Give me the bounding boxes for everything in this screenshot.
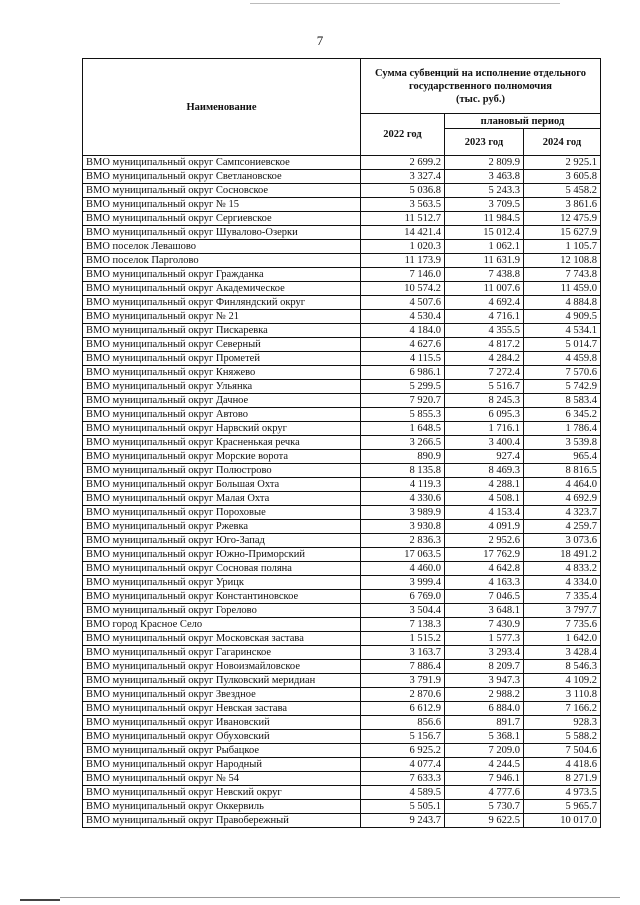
table-row [83,618,601,632]
table-row [83,702,601,716]
row-name: ВМО муниципальный округ Сосновая поляна [83,562,361,576]
table-row [83,170,601,184]
row-value-2024: 18 491.2 [524,548,601,562]
row-value-2022: 9 243.7 [361,814,445,828]
row-name: ВМО муниципальный округ Академическое [83,282,361,296]
table-row [83,786,601,800]
row-name: ВМО муниципальный округ Финляндский округ [83,296,361,310]
row-value-2023: 8 245.3 [445,394,524,408]
row-name: ВМО муниципальный округ Автово [83,408,361,422]
table-row [83,310,601,324]
row-value-2023: 4 716.1 [445,310,524,324]
row-value-2023: 7 272.4 [445,366,524,380]
table-row [83,450,601,464]
table-row [83,730,601,744]
row-value-2024: 8 271.9 [524,772,601,786]
row-value-2022: 7 920.7 [361,394,445,408]
row-value-2024: 3 797.7 [524,604,601,618]
table-row [83,800,601,814]
row-value-2022: 17 063.5 [361,548,445,562]
row-name: ВМО муниципальный округ Дачное [83,394,361,408]
row-value-2024: 1 642.0 [524,632,601,646]
row-name: ВМО муниципальный округ Пискаревка [83,324,361,338]
row-name: ВМО муниципальный округ Невская застава [83,702,361,716]
row-value-2024: 4 259.7 [524,520,601,534]
table-row [83,758,601,772]
row-value-2024: 2 925.1 [524,156,601,170]
row-value-2022: 6 612.9 [361,702,445,716]
row-value-2023: 927.4 [445,450,524,464]
row-value-2024: 4 334.0 [524,576,601,590]
row-value-2024: 5 014.7 [524,338,601,352]
table-row [83,562,601,576]
row-value-2024: 965.4 [524,450,601,464]
row-value-2024: 3 539.8 [524,436,601,450]
table-row [83,716,601,730]
row-value-2022: 3 999.4 [361,576,445,590]
table-row [83,408,601,422]
row-value-2023: 2 988.2 [445,688,524,702]
row-value-2023: 17 762.9 [445,548,524,562]
row-name: ВМО муниципальный округ Оккервиль [83,800,361,814]
row-value-2023: 11 631.9 [445,254,524,268]
row-value-2024: 10 017.0 [524,814,601,828]
row-value-2022: 2 699.2 [361,156,445,170]
header-sum-title [361,59,601,114]
row-name: ВМО муниципальный округ Красненькая речка [83,436,361,450]
row-value-2024: 15 627.9 [524,226,601,240]
row-name: ВМО муниципальный округ Большая Охта [83,478,361,492]
row-value-2023: 5 730.7 [445,800,524,814]
table-row [83,772,601,786]
row-value-2022: 2 836.3 [361,534,445,548]
row-value-2022: 4 330.6 [361,492,445,506]
row-value-2022: 8 135.8 [361,464,445,478]
row-value-2022: 5 299.5 [361,380,445,394]
row-value-2024: 3 428.4 [524,646,601,660]
row-name: ВМО муниципальный округ Невский округ [83,786,361,800]
row-value-2024: 3 073.6 [524,534,601,548]
row-value-2023: 11 007.6 [445,282,524,296]
table-row [83,520,601,534]
row-value-2023: 4 153.4 [445,506,524,520]
row-value-2023: 3 648.1 [445,604,524,618]
row-value-2024: 4 323.7 [524,506,601,520]
row-name: ВМО муниципальный округ № 21 [83,310,361,324]
row-value-2023: 7 946.1 [445,772,524,786]
row-name: ВМО муниципальный округ Народный [83,758,361,772]
row-value-2024: 4 464.0 [524,478,601,492]
row-value-2024: 3 861.6 [524,198,601,212]
row-value-2024: 12 108.8 [524,254,601,268]
row-value-2024: 8 546.3 [524,660,601,674]
header-sum-title-text: Сумма субвенций на исполнение отдельного государственного полномочия [375,68,586,92]
row-value-2023: 4 288.1 [445,478,524,492]
row-name: ВМО муниципальный округ Морские ворота [83,450,361,464]
row-value-2023: 8 209.7 [445,660,524,674]
table-row [83,534,601,548]
row-name: ВМО муниципальный округ Полюстрово [83,464,361,478]
row-value-2023: 5 368.1 [445,730,524,744]
row-name: ВМО город Красное Село [83,618,361,632]
row-value-2024: 5 742.9 [524,380,601,394]
row-value-2022: 5 505.1 [361,800,445,814]
row-name: ВМО муниципальный округ Новоизмайловское [83,660,361,674]
row-name: ВМО муниципальный округ Московская застава [83,632,361,646]
table-row [83,660,601,674]
row-value-2022: 3 163.7 [361,646,445,660]
row-value-2024: 4 109.2 [524,674,601,688]
table-row [83,492,601,506]
table-row [83,338,601,352]
table-row [83,268,601,282]
row-name: ВМО поселок Левашово [83,240,361,254]
row-value-2023: 891.7 [445,716,524,730]
row-name: ВМО муниципальный округ Звездное [83,688,361,702]
header-sum-unit: (тыс. руб.) [456,94,505,105]
row-value-2023: 9 622.5 [445,814,524,828]
row-name: ВМО муниципальный округ Малая Охта [83,492,361,506]
table-row [83,352,601,366]
table-row [83,688,601,702]
row-name: ВМО муниципальный округ Горелово [83,604,361,618]
row-value-2022: 4 530.4 [361,310,445,324]
table-row [83,674,601,688]
row-value-2023: 2 809.9 [445,156,524,170]
row-value-2023: 4 777.6 [445,786,524,800]
table-row [83,324,601,338]
row-value-2024: 7 743.8 [524,268,601,282]
row-value-2022: 11 173.9 [361,254,445,268]
row-value-2023: 4 355.5 [445,324,524,338]
row-name: ВМО муниципальный округ Пулковский меридиан [83,674,361,688]
row-value-2022: 4 460.0 [361,562,445,576]
row-name: ВМО муниципальный округ Сосновское [83,184,361,198]
row-name: ВМО муниципальный округ Сампсониевское [83,156,361,170]
row-value-2024: 4 884.8 [524,296,601,310]
row-value-2023: 5 243.3 [445,184,524,198]
row-value-2022: 3 563.5 [361,198,445,212]
row-value-2024: 5 965.7 [524,800,601,814]
table-row [83,254,601,268]
row-value-2022: 10 574.2 [361,282,445,296]
row-name: ВМО муниципальный округ Пороховые [83,506,361,520]
row-value-2022: 4 077.4 [361,758,445,772]
row-value-2022: 6 769.0 [361,590,445,604]
row-value-2022: 7 138.3 [361,618,445,632]
row-value-2023: 4 817.2 [445,338,524,352]
row-value-2023: 3 463.8 [445,170,524,184]
row-value-2023: 4 091.9 [445,520,524,534]
row-value-2022: 4 507.6 [361,296,445,310]
row-value-2022: 856.6 [361,716,445,730]
row-value-2022: 4 115.5 [361,352,445,366]
table-row [83,212,601,226]
table-row [83,576,601,590]
row-value-2024: 7 735.6 [524,618,601,632]
row-value-2024: 7 504.6 [524,744,601,758]
table-row [83,548,601,562]
row-value-2022: 3 989.9 [361,506,445,520]
row-name: ВМО муниципальный округ Обуховский [83,730,361,744]
row-value-2022: 3 930.8 [361,520,445,534]
row-name: ВМО муниципальный округ Шувалово-Озерки [83,226,361,240]
row-value-2023: 4 284.2 [445,352,524,366]
row-name: ВМО муниципальный округ Правобережный [83,814,361,828]
row-value-2023: 15 012.4 [445,226,524,240]
table-row [83,478,601,492]
row-name: ВМО муниципальный округ Константиновское [83,590,361,604]
row-value-2022: 1 515.2 [361,632,445,646]
table-row [83,282,601,296]
row-value-2024: 4 534.1 [524,324,601,338]
row-value-2023: 3 293.4 [445,646,524,660]
row-value-2024: 8 583.4 [524,394,601,408]
row-name: ВМО муниципальный округ Южно-Приморский [83,548,361,562]
row-value-2024: 4 692.9 [524,492,601,506]
row-value-2022: 3 504.4 [361,604,445,618]
row-value-2023: 7 209.0 [445,744,524,758]
row-value-2023: 2 952.6 [445,534,524,548]
row-name: ВМО муниципальный округ Ржевка [83,520,361,534]
header-year-2022: 2022 год [361,114,445,156]
row-value-2024: 5 588.2 [524,730,601,744]
row-value-2023: 4 508.1 [445,492,524,506]
row-value-2023: 7 430.9 [445,618,524,632]
row-name: ВМО муниципальный округ Гражданка [83,268,361,282]
row-name: ВМО муниципальный округ Гагаринское [83,646,361,660]
row-value-2022: 14 421.4 [361,226,445,240]
row-value-2024: 7 335.4 [524,590,601,604]
table-row [83,184,601,198]
table-row [83,506,601,520]
row-value-2024: 12 475.9 [524,212,601,226]
row-value-2024: 5 458.2 [524,184,601,198]
top-scan-line [250,3,560,4]
table-row [83,632,601,646]
table-row [83,814,601,828]
row-value-2023: 11 984.5 [445,212,524,226]
row-value-2022: 5 036.8 [361,184,445,198]
header-planned-period: плановый период [445,114,601,129]
row-value-2024: 6 345.2 [524,408,601,422]
row-value-2022: 7 146.0 [361,268,445,282]
subsidies-table [82,58,601,828]
row-value-2023: 8 469.3 [445,464,524,478]
row-value-2022: 7 633.3 [361,772,445,786]
bottom-scan-line [60,897,620,898]
page-number: 7 [316,33,324,48]
row-value-2023: 1 577.3 [445,632,524,646]
table-row [83,744,601,758]
header-year-2024: 2024 год [524,129,601,156]
row-name: ВМО муниципальный округ Ульянка [83,380,361,394]
row-value-2023: 1 716.1 [445,422,524,436]
row-name: ВМО муниципальный округ Светлановское [83,170,361,184]
table-row [83,646,601,660]
table-row [83,240,601,254]
table-row [83,464,601,478]
row-value-2024: 3 605.8 [524,170,601,184]
row-value-2022: 4 589.5 [361,786,445,800]
row-name: ВМО муниципальный округ Рыбацкое [83,744,361,758]
row-value-2024: 4 973.5 [524,786,601,800]
table-row [83,394,601,408]
row-value-2022: 5 855.3 [361,408,445,422]
table-row [83,590,601,604]
row-value-2024: 7 166.2 [524,702,601,716]
row-value-2023: 7 438.8 [445,268,524,282]
row-name: ВМО муниципальный округ № 54 [83,772,361,786]
row-name: ВМО муниципальный округ Сергиевское [83,212,361,226]
table-row [83,296,601,310]
row-value-2023: 6 095.3 [445,408,524,422]
row-value-2022: 7 886.4 [361,660,445,674]
row-value-2024: 4 833.2 [524,562,601,576]
table-row [83,604,601,618]
table-row [83,380,601,394]
row-value-2023: 3 400.4 [445,436,524,450]
row-value-2024: 8 816.5 [524,464,601,478]
row-value-2022: 5 156.7 [361,730,445,744]
row-value-2023: 4 163.3 [445,576,524,590]
row-value-2022: 6 986.1 [361,366,445,380]
table-row [83,436,601,450]
row-value-2024: 4 909.5 [524,310,601,324]
row-value-2024: 4 459.8 [524,352,601,366]
row-value-2024: 11 459.0 [524,282,601,296]
table-row [83,366,601,380]
row-value-2023: 4 244.5 [445,758,524,772]
row-value-2024: 1 786.4 [524,422,601,436]
table-row [83,198,601,212]
row-value-2022: 3 266.5 [361,436,445,450]
row-value-2023: 1 062.1 [445,240,524,254]
row-value-2022: 3 327.4 [361,170,445,184]
row-name: ВМО муниципальный округ Северный [83,338,361,352]
row-value-2023: 3 709.5 [445,198,524,212]
row-value-2022: 4 627.6 [361,338,445,352]
row-name: ВМО муниципальный округ Нарвский округ [83,422,361,436]
table-row [83,422,601,436]
table-row [83,156,601,170]
row-name: ВМО муниципальный округ Юго-Запад [83,534,361,548]
row-value-2022: 1 020.3 [361,240,445,254]
row-value-2023: 3 947.3 [445,674,524,688]
row-value-2022: 4 119.3 [361,478,445,492]
row-name: ВМО муниципальный округ Урицк [83,576,361,590]
row-name: ВМО поселок Парголово [83,254,361,268]
row-value-2022: 3 791.9 [361,674,445,688]
row-value-2023: 4 692.4 [445,296,524,310]
row-value-2022: 4 184.0 [361,324,445,338]
row-name: ВМО муниципальный округ Ивановский [83,716,361,730]
row-value-2022: 11 512.7 [361,212,445,226]
row-value-2023: 6 884.0 [445,702,524,716]
row-value-2024: 7 570.6 [524,366,601,380]
row-value-2023: 5 516.7 [445,380,524,394]
row-name: ВМО муниципальный округ Княжево [83,366,361,380]
row-value-2022: 2 870.6 [361,688,445,702]
table-row [83,226,601,240]
header-year-2023: 2023 год [445,129,524,156]
row-name: ВМО муниципальный округ Прометей [83,352,361,366]
row-value-2022: 6 925.2 [361,744,445,758]
row-value-2024: 4 418.6 [524,758,601,772]
row-value-2024: 928.3 [524,716,601,730]
row-name: ВМО муниципальный округ № 15 [83,198,361,212]
row-value-2022: 890.9 [361,450,445,464]
row-value-2024: 1 105.7 [524,240,601,254]
row-value-2023: 4 642.8 [445,562,524,576]
row-value-2023: 7 046.5 [445,590,524,604]
row-value-2022: 1 648.5 [361,422,445,436]
bottom-scan-mark [20,899,60,901]
table-body [83,156,601,828]
header-name-column: Наименование [83,59,361,156]
row-value-2024: 3 110.8 [524,688,601,702]
